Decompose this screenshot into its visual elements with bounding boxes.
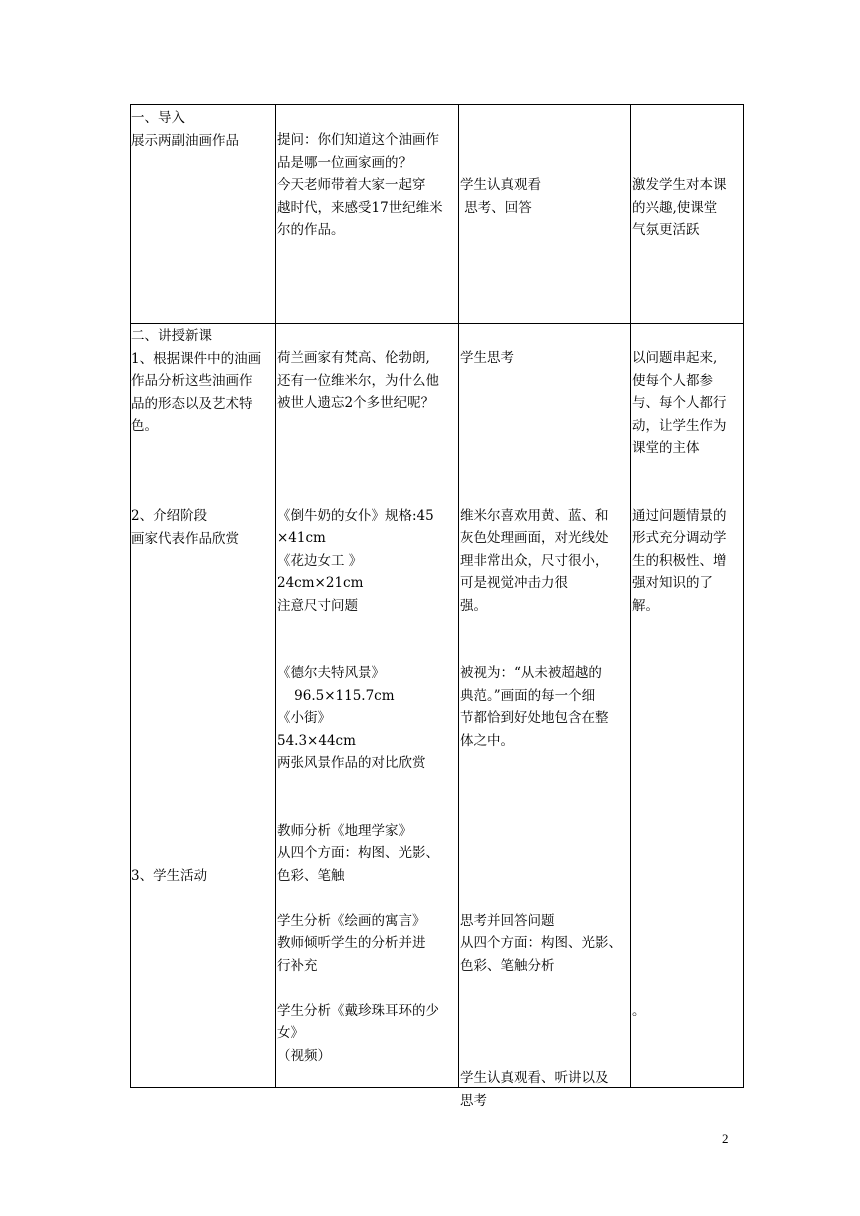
row1-col2-cell xyxy=(277,129,459,242)
cell-text-line xyxy=(632,617,744,640)
cell-text-line: 作品分析这些油画作 xyxy=(131,373,253,389)
cell-text-line: 教师分析《地理学家》 xyxy=(277,822,412,839)
cell-text-line: 学生分析《戴珍珠耳环的少 xyxy=(277,1002,439,1019)
cell-text-line xyxy=(460,977,630,1000)
cell-text-line: 一、导入 xyxy=(131,110,185,126)
cell-text-line xyxy=(460,482,630,505)
cell-text-line xyxy=(460,797,630,820)
page-number: 2 xyxy=(722,1131,729,1146)
cell-text-line xyxy=(460,887,630,910)
cell-text-line xyxy=(277,460,459,483)
cell-text-line xyxy=(632,977,744,1000)
cell-text-line xyxy=(131,708,275,731)
cell-text-line: 使每个人都参 xyxy=(632,372,713,389)
cell-text-line: 展示两副油画作品 xyxy=(131,132,239,149)
cell-text-line: 维米尔喜欢用黄、蓝、和 xyxy=(460,507,609,524)
cell-text-line: 学生认真观看 xyxy=(460,177,541,193)
column-divider xyxy=(275,105,276,1087)
cell-text-line xyxy=(460,842,630,865)
cell-text-line: 提问：你们知道这个油画作 xyxy=(277,132,439,148)
cell-text-line xyxy=(131,843,275,866)
row1-col3-cell xyxy=(460,174,630,219)
cell-text-line xyxy=(632,910,744,933)
cell-text-line xyxy=(460,437,630,460)
cell-text-line: 今天老师带着大家一起穿 xyxy=(277,177,426,193)
cell-text-line: 1、根据课件中的油画 xyxy=(131,350,262,367)
cell-text-line xyxy=(632,887,744,910)
cell-text-line xyxy=(632,842,744,865)
row1-col4-cell xyxy=(632,174,744,242)
cell-text-line: 节都恰到好处地包含在整 xyxy=(460,710,609,726)
cell-text-line: 理非常出众，尺寸很小， xyxy=(460,552,609,569)
cell-text-line: 思考并回答问题 xyxy=(460,912,555,929)
cell-text-line xyxy=(277,617,459,640)
row2-col4-cell xyxy=(632,347,744,1022)
cell-text-line xyxy=(460,617,630,640)
cell-text-line xyxy=(460,1045,630,1068)
cell-text-line xyxy=(131,595,275,618)
cell-text-line: 。 xyxy=(632,1002,646,1019)
cell-text-line: 思考 xyxy=(460,1092,487,1109)
cell-text-line: 画家代表作品欣赏 xyxy=(131,530,239,547)
cell-text-line: 被视为：“从未被超越的 xyxy=(460,665,602,681)
lesson-plan-table xyxy=(130,104,744,1109)
cell-text-line xyxy=(632,955,744,978)
cell-text-line: 行补充 xyxy=(277,957,318,974)
cell-text-line xyxy=(460,392,630,415)
cell-text-line: 《德尔夫特风景》 xyxy=(277,665,385,681)
cell-text-line xyxy=(277,437,459,460)
cell-text-line xyxy=(277,640,459,663)
cell-text-line xyxy=(277,887,459,910)
cell-text-line: ×41cm xyxy=(277,530,326,546)
cell-text-line: 与、每个人都行 xyxy=(632,395,727,411)
cell-text-line: 品的形态以及艺术特 xyxy=(131,395,253,412)
cell-text-line: 品是哪一位画家画的？ xyxy=(277,154,412,171)
cell-text-line: 色彩、笔触分析 xyxy=(460,957,555,974)
cell-text-line: 通过问题情景的 xyxy=(632,507,727,524)
column-divider xyxy=(630,105,631,1087)
cell-text-line: 两张风景作品的对比欣赏 xyxy=(277,755,426,771)
cell-text-line xyxy=(632,460,744,483)
cell-text-line xyxy=(131,438,275,461)
cell-text-line xyxy=(460,752,630,775)
cell-text-line xyxy=(131,775,275,798)
cell-text-line xyxy=(460,370,630,393)
cell-text-line xyxy=(632,707,744,730)
cell-text-line: 还有一位维米尔，为什么他 xyxy=(277,372,439,389)
cell-text-line: 3、学生活动 xyxy=(131,868,208,884)
cell-text-line xyxy=(277,775,459,798)
row1-col1-cell xyxy=(131,107,275,152)
cell-text-line xyxy=(632,640,744,663)
cell-text-line: 《小街》 xyxy=(277,710,331,726)
cell-text-line xyxy=(632,730,744,753)
cell-text-line: 54.3×44cm xyxy=(277,732,356,749)
row-divider xyxy=(131,323,743,324)
cell-text-line: 气氛更活跃 xyxy=(632,222,700,238)
cell-text-line: 色。 xyxy=(131,418,158,434)
cell-text-line: 色彩、笔触 xyxy=(277,867,345,884)
cell-text-line xyxy=(131,663,275,686)
cell-text-line: 《倒牛奶的女仆》规格:45 xyxy=(277,507,434,524)
cell-text-line xyxy=(131,730,275,753)
cell-text-line xyxy=(460,415,630,438)
cell-text-line: 二、讲授新课 xyxy=(131,328,212,344)
cell-text-line xyxy=(632,932,744,955)
cell-text-line: 典范。”画面的每一个细 xyxy=(460,687,596,704)
cell-text-line xyxy=(277,797,459,820)
cell-text-line: 灰色处理画面，对光线处 xyxy=(460,530,609,546)
cell-text-line xyxy=(131,640,275,663)
cell-text-line: 可是视觉冲击力很 xyxy=(460,575,568,591)
cell-text-line: 生的积极性、增 xyxy=(632,552,727,569)
cell-text-line: 课堂的主体 xyxy=(632,440,700,456)
cell-text-line xyxy=(632,797,744,820)
cell-text-line xyxy=(131,798,275,821)
row2-col2-cell xyxy=(277,347,459,1067)
cell-text-line xyxy=(131,618,275,641)
cell-text-line: 96.5×115.7cm xyxy=(277,687,395,704)
cell-text-line: 被世人遗忘2个多世纪呢？ xyxy=(277,395,435,411)
cell-text-line: 动，让学生作为 xyxy=(632,417,727,434)
cell-text-line: 2、介绍阶段 xyxy=(131,508,208,524)
cell-text-line: 女》 xyxy=(277,1025,304,1041)
cell-text-line: 形式充分调动学 xyxy=(632,530,727,546)
cell-text-line: 24cm×21cm xyxy=(277,575,364,591)
cell-text-line xyxy=(277,482,459,505)
cell-text-line xyxy=(460,775,630,798)
cell-text-line: 的兴趣,使课堂 xyxy=(632,199,718,216)
cell-text-line xyxy=(131,550,275,573)
cell-text-line: 体之中。 xyxy=(460,732,514,749)
cell-text-line xyxy=(277,415,459,438)
cell-text-line xyxy=(460,640,630,663)
cell-text-line: 从四个方面：构图、光影、 xyxy=(460,935,622,951)
cell-text-line: 尔的作品。 xyxy=(277,222,345,238)
cell-text-line xyxy=(632,820,744,843)
cell-text-line xyxy=(460,1000,630,1023)
cell-text-line: 思考、回答 xyxy=(460,199,532,216)
cell-text-line xyxy=(460,460,630,483)
cell-text-line xyxy=(131,460,275,483)
cell-text-line xyxy=(131,685,275,708)
cell-text-line xyxy=(131,753,275,776)
cell-text-line: 激发学生对本课 xyxy=(632,177,727,193)
cell-text-line xyxy=(632,685,744,708)
cell-text-line: （视频） xyxy=(277,1047,331,1064)
cell-text-line xyxy=(131,573,275,596)
row2-col1-cell xyxy=(131,325,275,888)
row2-col3-cell xyxy=(460,347,630,1112)
cell-text-line xyxy=(460,820,630,843)
cell-text-line xyxy=(131,483,275,506)
cell-text-line: 注意尺寸问题 xyxy=(277,597,358,614)
cell-text-line xyxy=(277,977,459,1000)
cell-text-line: 越时代，来感受17世纪维米 xyxy=(277,199,443,216)
cell-text-line: 以问题串起来, xyxy=(632,350,718,366)
cell-text-line: 学生认真观看、听讲以及 xyxy=(460,1070,609,1086)
cell-text-line xyxy=(632,775,744,798)
cell-text-line xyxy=(632,865,744,888)
cell-text-line: 学生分析《绘画的寓言》 xyxy=(277,912,426,929)
cell-text-line xyxy=(460,1022,630,1045)
cell-text-line: 《花边女工 》 xyxy=(277,552,363,569)
cell-text-line xyxy=(632,662,744,685)
cell-text-line: 强。 xyxy=(460,597,487,614)
cell-text-line: 学生思考 xyxy=(460,350,514,366)
cell-text-line: 解。 xyxy=(632,597,659,614)
cell-text-line xyxy=(460,865,630,888)
cell-text-line: 从四个方面：构图、光影、 xyxy=(277,845,439,861)
cell-text-line: 荷兰画家有梵高、伦勃朗, xyxy=(277,350,430,366)
cell-text-line: 教师倾听学生的分析并进 xyxy=(277,935,426,951)
cell-text-line xyxy=(632,752,744,775)
cell-text-line xyxy=(632,482,744,505)
cell-text-line: 强对知识的了 xyxy=(632,575,713,591)
cell-text-line xyxy=(131,820,275,843)
